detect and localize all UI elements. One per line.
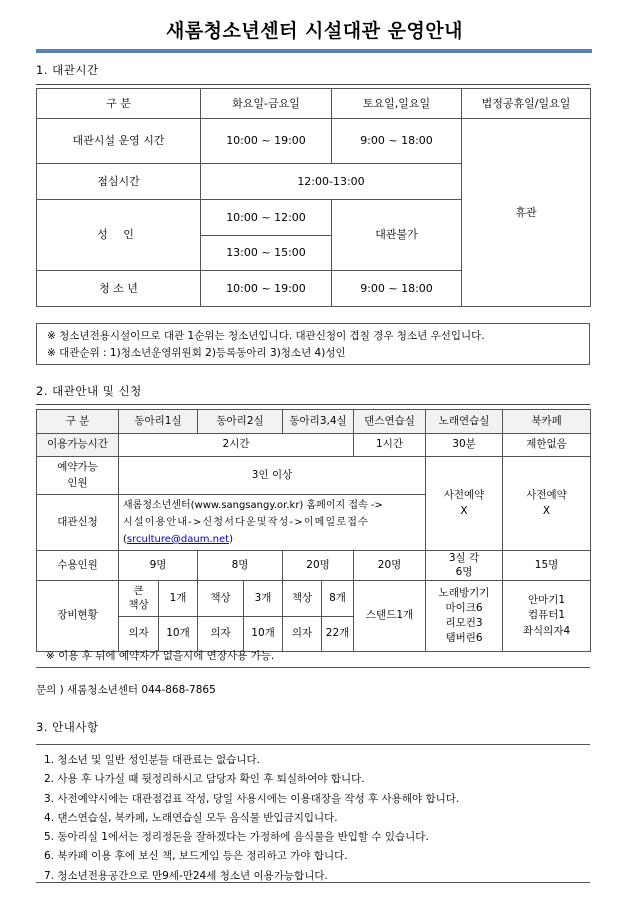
rental-hours-table bbox=[36, 88, 591, 307]
adult-weekend: 대관불가 bbox=[332, 200, 462, 271]
eq-dance: 스탠드1개 bbox=[354, 581, 426, 652]
eq-club1-desk-count: 1개 bbox=[159, 581, 198, 617]
section2-note: ※ 이용 후 뒤에 예약자가 없을시에 연장사용 가능. bbox=[36, 646, 590, 668]
lunch-time: 12:00-13:00 bbox=[201, 164, 462, 200]
eq-cafe: 안마기1 컴퓨터1 좌식의자4 bbox=[503, 581, 591, 652]
holiday-closed: 휴관 bbox=[462, 119, 591, 307]
adult-slot2: 13:00 ~ 15:00 bbox=[201, 236, 332, 271]
section2-heading: 2. 대관안내 및 신청 bbox=[36, 384, 142, 398]
g-col-category: 구 분 bbox=[37, 410, 119, 434]
guide-item: 2. 사용 후 나가실 때 뒷정리하시고 담당자 확인 후 퇴실하여야 합니다. bbox=[44, 773, 365, 786]
apply-email-wrap: (srculture@daum.net) bbox=[123, 534, 233, 545]
capacity-club34: 20명 bbox=[283, 551, 354, 581]
title-underline bbox=[36, 49, 592, 53]
col-holiday: 법정공휴일/일요일 bbox=[462, 89, 591, 119]
usage-dance: 1시간 bbox=[354, 434, 426, 457]
guide-item: 7. 청소년전용공간으로 만9세-만24세 청소년 이용가능합니다. bbox=[44, 869, 328, 882]
guide-item: 4. 댄스연습실, 북카페, 노래연습실 모두 음식물 반입금지입니다. bbox=[44, 811, 338, 824]
apply-line2: 시설이용안내->신청서다운및작성->이메일로접수 bbox=[123, 517, 369, 528]
g-col-dance: 댄스연습실 bbox=[354, 410, 426, 434]
g-col-club2: 동아리2실 bbox=[198, 410, 283, 434]
note-priority: ※ 청소년전용시설이므로 대관 1순위는 청소년입니다. 대관신청이 겹칠 경우 청소년 우선입니다. bbox=[47, 330, 485, 342]
guide-list bbox=[36, 744, 590, 883]
col-weekend: 토요일,일요일 bbox=[332, 89, 462, 119]
section1-notes bbox=[36, 323, 590, 365]
youth-weekday: 10:00 ~ 19:00 bbox=[201, 271, 332, 307]
guide-item: 1. 청소년 및 일반 성인분들 대관료는 없습니다. bbox=[44, 754, 260, 766]
apply-email-link[interactable]: srculture@daum.net bbox=[126, 534, 230, 545]
min-value: 3인 이상 bbox=[119, 457, 426, 495]
prior-reserve-cafe: 사전예약 X bbox=[503, 457, 591, 551]
operating-weekend: 9:00 ~ 18:00 bbox=[332, 119, 462, 164]
eq-club1-chair: 의자 bbox=[119, 617, 159, 652]
usage-singing: 30분 bbox=[426, 434, 503, 457]
guide-item: 6. 북카페 이용 후에 보신 책, 보드게임 등은 정리하고 가야 합니다. bbox=[44, 850, 348, 863]
apply-label: 대관신청 bbox=[37, 495, 119, 551]
page-title: 새롬청소년센터 시설대관 운영안내 bbox=[165, 20, 464, 42]
section2-rule bbox=[36, 404, 590, 405]
lunch-label: 점심시간 bbox=[37, 164, 201, 200]
eq-club2-desk-count: 3개 bbox=[244, 581, 283, 617]
eq-club34-desk: 책상 bbox=[283, 581, 322, 617]
eq-club2-desk: 책상 bbox=[198, 581, 244, 617]
usage-label: 이용가능시간 bbox=[37, 434, 119, 457]
capacity-label: 수용인원 bbox=[37, 551, 119, 581]
guide-item: 3. 사전예약시에는 대관점검표 작성, 당일 사용시에는 이용대장을 작성 후 사용해야 합니다. bbox=[44, 792, 460, 805]
section1-heading: 1. 대관시간 bbox=[36, 63, 99, 77]
eq-club34-chair: 의자 bbox=[283, 617, 322, 652]
eq-club2-chair: 의자 bbox=[198, 617, 244, 652]
youth-weekend: 9:00 ~ 18:00 bbox=[332, 271, 462, 307]
g-col-bookcafe: 북카페 bbox=[503, 410, 591, 434]
equipment-label: 장비현황 bbox=[37, 581, 119, 652]
youth-label: 청 소 년 bbox=[37, 271, 201, 307]
eq-club34-chair-count: 22개 bbox=[322, 617, 354, 652]
capacity-club2: 8명 bbox=[198, 551, 283, 581]
col-weekday: 화요일-금요일 bbox=[201, 89, 332, 119]
operating-weekday: 10:00 ~ 19:00 bbox=[201, 119, 332, 164]
eq-club1-chair-count: 10개 bbox=[159, 617, 198, 652]
apply-line1: 새롬청소년센터(www.sangsangy.or.kr) 홈페이지 접속 -> bbox=[123, 500, 383, 511]
g-col-singing: 노래연습실 bbox=[426, 410, 503, 434]
rental-guide-table bbox=[36, 409, 591, 652]
section3-heading: 3. 안내사항 bbox=[36, 720, 99, 734]
guide-item: 5. 동아리실 1에서는 정리정돈을 잘하겠다는 가정하에 음식물을 반입할 수 있습니다. bbox=[44, 831, 429, 844]
adult-slot1: 10:00 ~ 12:00 bbox=[201, 200, 332, 236]
usage-clubs: 2시간 bbox=[119, 434, 354, 457]
apply-instructions bbox=[119, 495, 426, 551]
eq-club2-chair-count: 10개 bbox=[244, 617, 283, 652]
capacity-cafe: 15명 bbox=[503, 551, 591, 581]
capacity-singing: 3실 각 6명 bbox=[426, 551, 503, 581]
min-label: 예약가능 인원 bbox=[37, 457, 119, 495]
eq-club1-desk-big: 큰 책상 bbox=[119, 581, 159, 617]
note-order: ※ 대관순위 : 1)청소년운영위원회 2)등록동아리 3)청소년 4)성인 bbox=[47, 347, 346, 359]
usage-cafe: 제한없음 bbox=[503, 434, 591, 457]
contact-info: 문의 ) 새롬청소년센터 044-868-7865 bbox=[36, 684, 216, 696]
prior-reserve-singing: 사전예약 X bbox=[426, 457, 503, 551]
adult-label: 성 인 bbox=[37, 200, 201, 271]
eq-club34-desk-count: 8개 bbox=[322, 581, 354, 617]
g-col-club1: 동아리1실 bbox=[119, 410, 198, 434]
capacity-club1: 9명 bbox=[119, 551, 198, 581]
capacity-dance: 20명 bbox=[354, 551, 426, 581]
eq-singing: 노래방기기 마이크6 리모컨3 탬버린6 bbox=[426, 581, 503, 652]
operating-label: 대관시설 운영 시간 bbox=[37, 119, 201, 164]
col-category: 구 분 bbox=[37, 89, 201, 119]
g-col-club34: 동아리3,4실 bbox=[283, 410, 354, 434]
section1-rule bbox=[36, 84, 590, 85]
